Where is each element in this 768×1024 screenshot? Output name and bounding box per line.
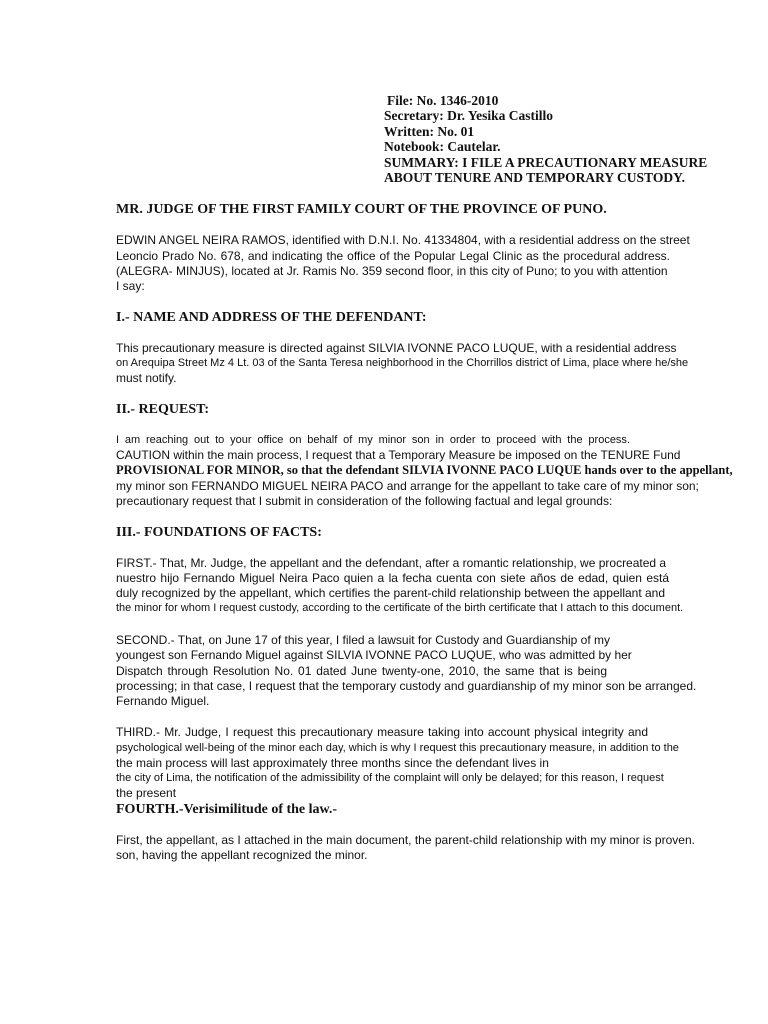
third-fact-line: the main process will last approximately three months since the defendant lives in [116,756,549,770]
second-fact-line: SECOND.- That, on June 17 of this year, I filed a lawsuit for Custody and Guardianship of my [116,633,611,647]
section-2-line: precautionary request that I submit in consideration of the following factual and legal grounds: [116,494,613,508]
section-1-line: must notify. [116,371,177,385]
written-number: Written: No. 01 [384,123,475,139]
third-fact-line: the city of Lima, the notification of the admissibility of the complaint will only be delayed; for this reason, I request [116,772,664,784]
first-fact-line: FIRST.- That, Mr. Judge, the appellant and the defendant, after a romantic relationship, we procreated a [116,556,667,570]
second-fact-line: Dispatch through Resolution No. 01 dated June twenty-one, 2010, the same that is being [116,664,607,678]
first-fact-line: the minor for whom I request custody, according to the certificate of the birth certificate that I attach to this document. [116,602,684,614]
third-fact-line: THIRD.- Mr. Judge, I request this precautionary measure taking into account physical integrity and [116,725,648,739]
section-1-line: on Arequipa Street Mz 4 Lt. 03 of the Santa Teresa neighborhood in the Chorrillos district of Lima, place where he/she [116,357,689,369]
first-fact-line: duly recognized by the appellant, which certifies the parent-child relationship between the appellant and [116,586,666,600]
section-2-line: CAUTION within the main process, I request that a Temporary Measure be imposed on the TENURE Fund [116,448,681,462]
case-header [384,93,707,185]
addressee: MR. JUDGE OF THE FIRST FAMILY COURT OF THE PROVINCE OF PUNO. [116,202,607,217]
section-1-line: This precautionary measure is directed against SILVIA IVONNE PACO LUQUE, with a residential address [116,341,677,355]
summary-line-2: ABOUT TENURE AND TEMPORARY CUSTODY. [384,170,685,186]
intro-line: I say: [116,279,145,293]
intro-line: (ALEGRA- MINJUS), located at Jr. Ramis No. 359 second floor, in this city of Puno; to you with attention [116,264,668,278]
second-fact-line: Fernando Miguel. [116,694,210,708]
section-3-title: III.- FOUNDATIONS OF FACTS: [116,525,322,540]
section-2-line: my minor son FERNANDO MIGUEL NEIRA PACO and arrange for the appellant to take care of my minor son; [116,479,699,493]
third-fact-line: the present [116,786,177,800]
section-1-title: I.- NAME AND ADDRESS OF THE DEFENDANT: [116,310,427,325]
notebook: Notebook: Cautelar. [384,139,501,155]
third-fact-line: psychological well-being of the minor each day, which is why I request this precautionary measure, in addition to the [116,742,679,754]
section-2-title: II.- REQUEST: [116,402,210,417]
secretary: Secretary: Dr. Yesika Castillo [384,108,553,124]
section-2-line: I am reaching out to your office on behalf of my minor son in order to proceed with the process. [116,434,630,446]
file-number: File: No. 1346-2010 [387,93,499,108]
intro-line: EDWIN ANGEL NEIRA RAMOS, identified with D.N.I. No. 41334804, with a residential address on the street [116,233,690,247]
section-4-line: First, the appellant, as I attached in the main document, the parent-child relationship with my minor is proven. [116,833,695,847]
second-fact-line: youngest son Fernando Miguel against SILVIA IVONNE PACO LUQUE, who was admitted by her [116,648,632,662]
section-4-line: son, having the appellant recognized the minor. [116,848,368,862]
section-4-title: FOURTH.-Verisimilitude of the law.- [116,802,338,817]
summary-line-1: SUMMARY: I FILE A PRECAUTIONARY MEASURE [384,154,708,170]
first-fact-line: nuestro hijo Fernando Miguel Neira Paco quien a la fecha cuenta con siete años de edad, quien está [116,571,669,585]
section-2-bold-line: PROVISIONAL FOR MINOR, so that the defendant SILVIA IVONNE PACO LUQUE hands over to the appellant, [116,463,733,477]
second-fact-line: processing; in that case, I request that the temporary custody and guardianship of my minor son be arranged. [116,679,697,693]
intro-line: Leoncio Prado No. 678, and indicating the office of the Popular Legal Clinic as the procedural address. [116,249,670,263]
